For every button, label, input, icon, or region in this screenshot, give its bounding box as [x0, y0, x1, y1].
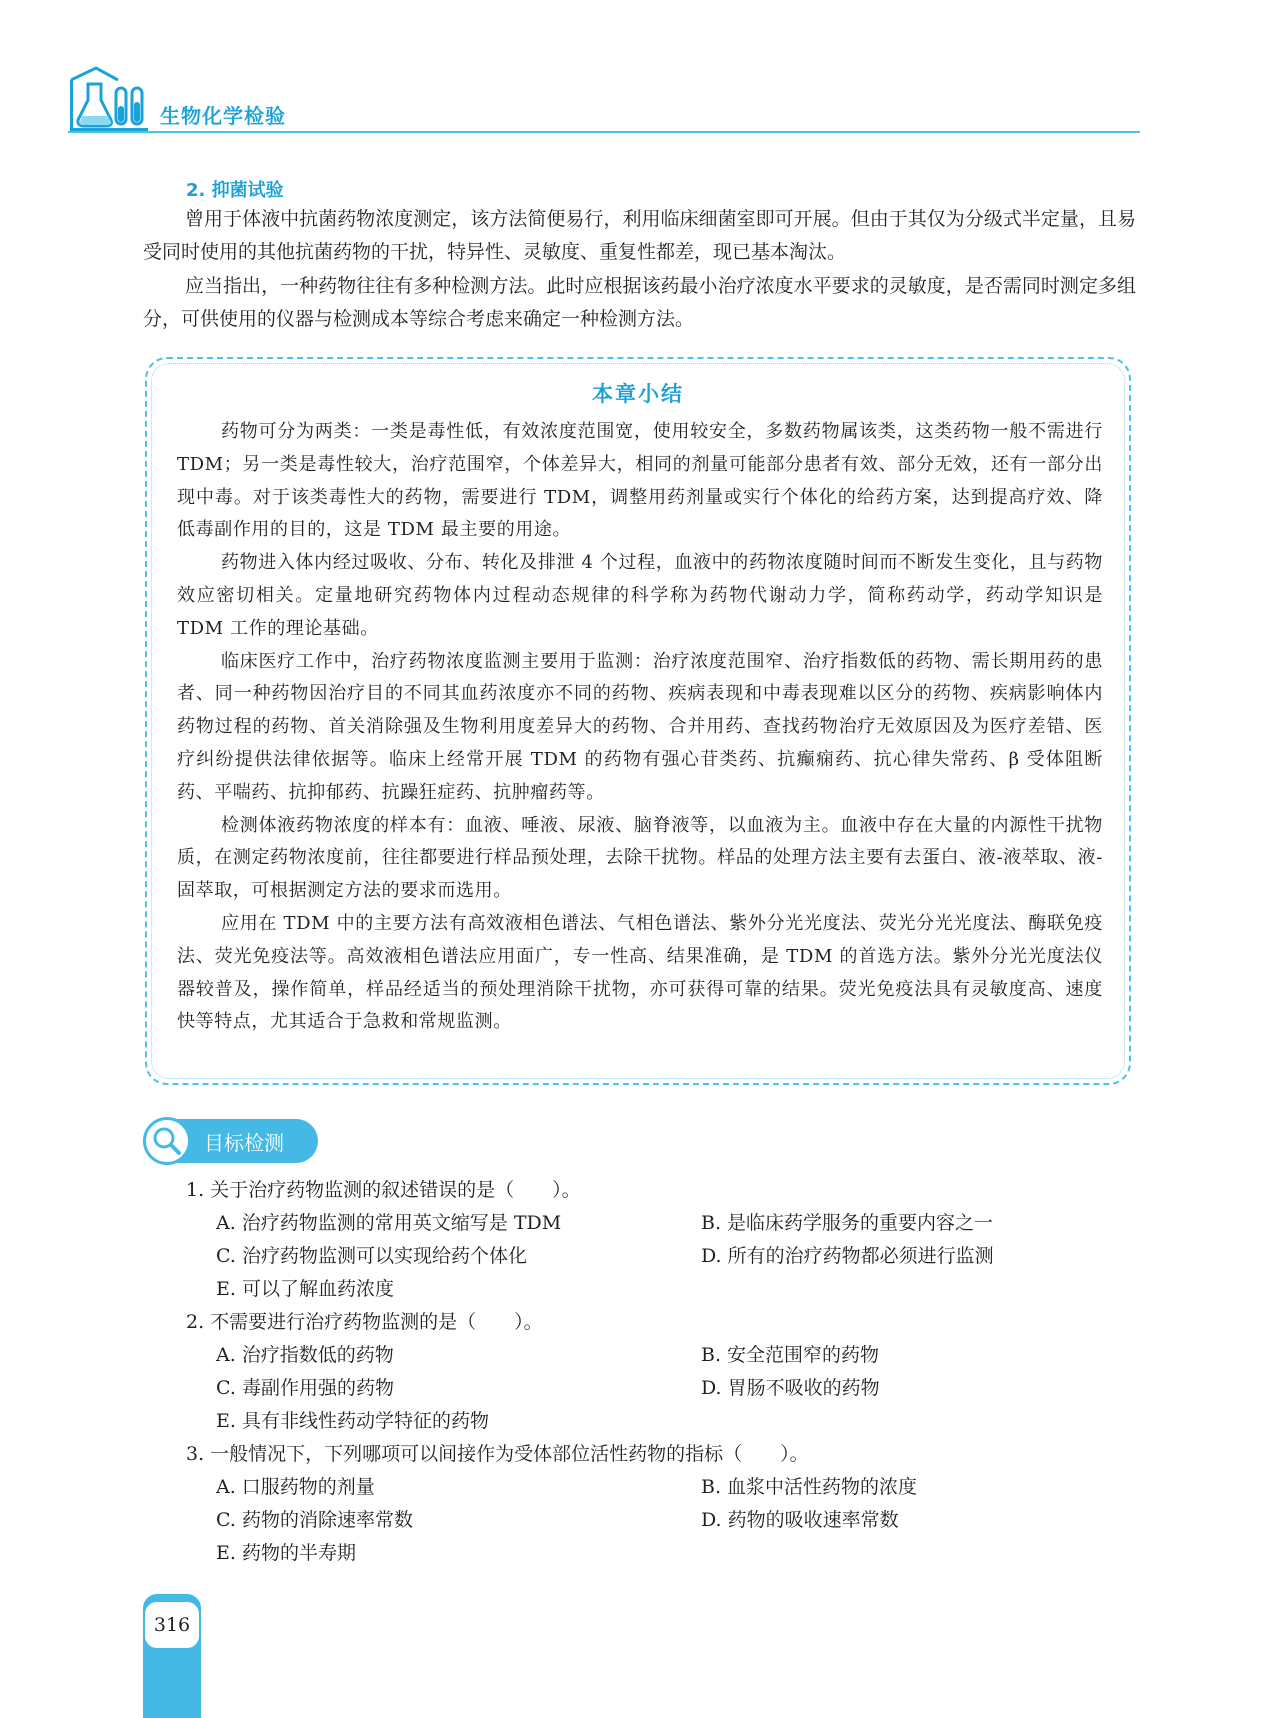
chapter-summary-text — [177, 416, 1103, 1039]
magnifier-icon — [146, 1120, 188, 1162]
section-heading: 2. 抑菌试验 — [186, 180, 284, 201]
question-option: D. 所有的治疗药物都必须进行监测 — [701, 1245, 994, 1267]
body-paragraph: 应当指出，一种药物往往有多种检测方法。此时应根据该药最小治疗浓度水平要求的灵敏度，是否需同时测定多组分，可供使用的仪器与检测成本等综合考虑来确定一种检测方法。 — [143, 275, 1136, 330]
question-stem: 2. 不需要进行治疗药物监测的是（ ）。 — [186, 1311, 543, 1333]
question-option: D. 药物的吸收速率常数 — [701, 1509, 899, 1531]
magnifier-icon-badge — [143, 1117, 191, 1165]
page-header — [68, 58, 1140, 136]
question-option: E. 药物的半寿期 — [216, 1542, 356, 1564]
question-option: C. 毒副作用强的药物 — [216, 1377, 394, 1399]
question-option: C. 治疗药物监测可以实现给药个体化 — [216, 1245, 527, 1267]
question-option: B. 安全范围窄的药物 — [701, 1344, 880, 1366]
summary-paragraph: 药物可分为两类：一类是毒性低，有效浓度范围宽，使用较安全，多数药物属该类，这类药物一般不需进行 TDM；另一类是毒性较大，治疗范围窄，个体差异大，相同的剂量可能部分患者有效、部分无效，还有一部分出现中毒。对于该类毒性大的药物，需要进行 TDM，调整用药剂量或实行个体化的给药方案，达到提高疗效、降低毒副作用的目的，这是 TDM 最主要的用途。 — [177, 421, 1103, 541]
summary-paragraph: 药物进入体内经过吸收、分布、转化及排泄 4 个过程，血液中的药物浓度随时间而不断发生变化，且与药物效应密切相关。定量地研究药物体内过程动态规律的科学称为药物代谢动力学，简称药动学，药动学知识是 TDM 工作的理论基础。 — [177, 552, 1103, 639]
question-option: A. 口服药物的剂量 — [216, 1476, 375, 1498]
question-option: B. 血浆中活性药物的浓度 — [701, 1476, 918, 1498]
question-stem: 1. 关于治疗药物监测的叙述错误的是（ ）。 — [186, 1179, 581, 1201]
question-option: A. 治疗药物监测的常用英文缩写是 TDM — [216, 1212, 562, 1234]
question-option: E. 具有非线性药动学特征的药物 — [216, 1410, 489, 1432]
question-option: C. 药物的消除速率常数 — [216, 1509, 413, 1531]
header-rule — [68, 131, 1140, 133]
summary-paragraph: 检测体液药物浓度的样本有：血液、唾液、尿液、脑脊液等，以血液为主。血液中存在大量的内源性干扰物质，在测定药物浓度前，往往都要进行样品预处理，去除干扰物。样品的处理方法主要有去蛋白、液-液萃取、液-固萃取，可根据测定方法的要求而选用。 — [177, 814, 1103, 902]
target-check-label: 目标检测 — [204, 1131, 284, 1155]
page-number: 316 — [145, 1602, 199, 1648]
question-option: D. 胃肠不吸收的药物 — [701, 1377, 880, 1399]
chapter-summary-title: 本章小结 — [592, 382, 684, 406]
question-option: E. 可以了解血药浓度 — [216, 1278, 394, 1300]
question-option: B. 是临床药学服务的重要内容之一 — [701, 1212, 994, 1234]
lab-flask-tubes-icon — [68, 66, 150, 132]
summary-paragraph: 应用在 TDM 中的主要方法有高效液相色谱法、气相色谱法、紫外分光光度法、荧光分光光度法、酶联免疫法、荧光免疫法等。高效液相色谱法应用面广，专一性高、结果准确，是 TDM 的首选方法。紫外分光光度法仪器较普及，操作简单，样品经适当的预处理消除干扰物，亦可获得可靠的结果。荧光免疫法具有灵敏度高、速度快等特点，尤其适合于急救和常规监测。 — [177, 912, 1103, 1033]
book-title: 生物化学检验 — [160, 104, 286, 128]
body-paragraph: 曾用于体液中抗菌药物浓度测定，该方法简便易行，利用临床细菌室即可开展。但由于其仅为分级式半定量，且易受同时使用的其他抗菌药物的干扰，特异性、灵敏度、重复性都差，现已基本淘汰。 — [143, 208, 1136, 263]
question-option: A. 治疗指数低的药物 — [216, 1344, 394, 1366]
question-stem: 3. 一般情况下，下列哪项可以间接作为受体部位活性药物的指标（ ）。 — [186, 1443, 809, 1465]
summary-paragraph: 临床医疗工作中，治疗药物浓度监测主要用于监测：治疗浓度范围窄、治疗指数低的药物、需长期用药的患者、同一种药物因治疗目的不同其血药浓度亦不同的药物、疾病表现和中毒表现难以区分的药物、疾病影响体内药物过程的药物、首关消除强及生物利用度差异大的药物、合并用药、查找药物治疗无效原因及为医疗差错、医疗纠纷提供法律依据等。临床上经常开展 TDM 的药物有强心苷类药、抗癫痫药、抗心律失常药、β 受体阻断药、平喘药、抗抑郁药、抗躁狂症药、抗肿瘤药等。 — [177, 650, 1103, 803]
